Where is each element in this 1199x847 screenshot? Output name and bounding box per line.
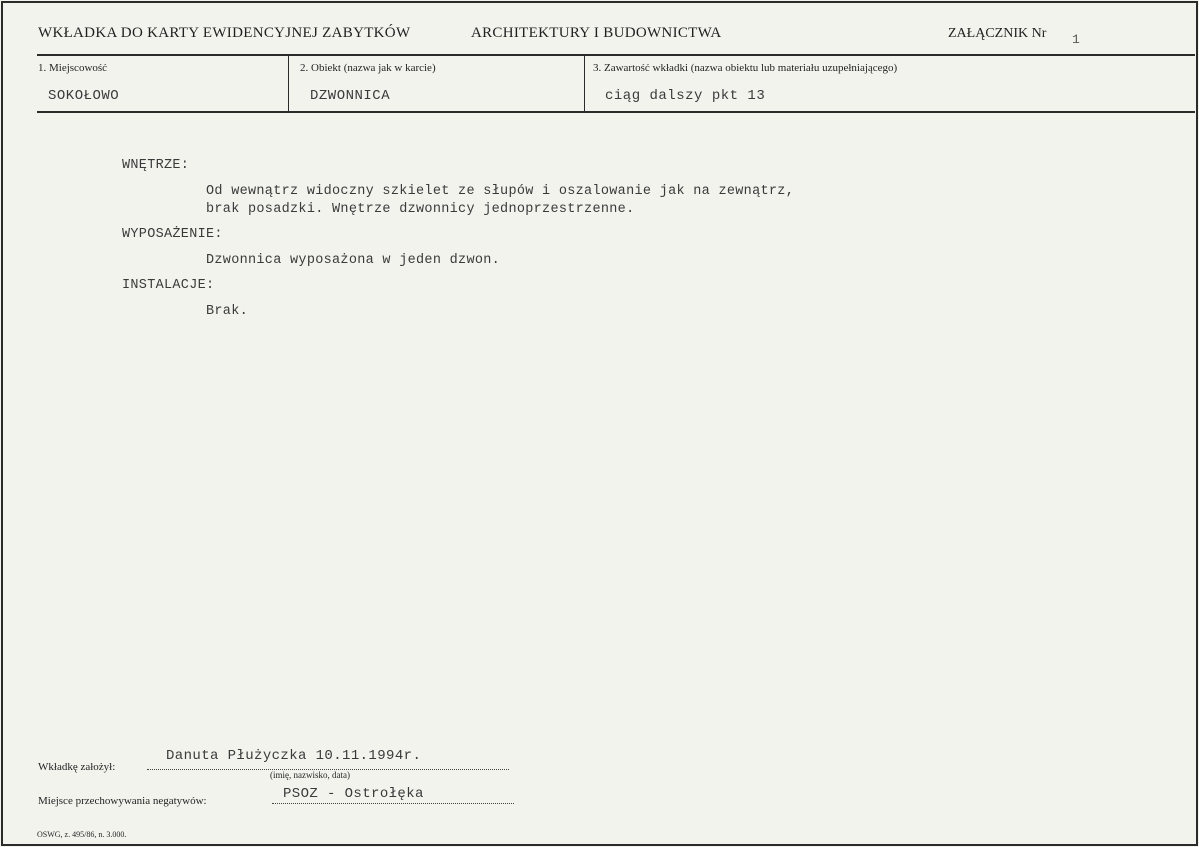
content-label: 3. Zawartość wkładki (nazwa obiektu lub materiału uzupełniającego): [593, 62, 898, 74]
author-value: Danuta Płużyczka 10.11.1994r.: [166, 748, 422, 764]
author-hint: (imię, nazwisko, data): [270, 770, 350, 780]
form-subtitle: ARCHITEKTURY I BUDOWNICTWA: [471, 25, 722, 41]
place-value: SOKOŁOWO: [48, 88, 120, 104]
storage-label: Miejsce przechowywania negatywów:: [38, 795, 207, 807]
fields-divider-line: [37, 111, 1195, 113]
form-title: WKŁADKA DO KARTY EWIDENCYJNEJ ZABYTKÓW: [38, 25, 411, 41]
object-label: 2. Obiekt (nazwa jak w karcie): [300, 62, 436, 74]
object-value: DZWONNICA: [310, 88, 391, 104]
storage-dotted-line: [272, 803, 514, 804]
interior-line-2: brak posadzki. Wnętrze dzwonnicy jednoprzestrzenne.: [206, 202, 635, 217]
place-label: 1. Miejscowość: [38, 62, 108, 74]
installations-text: Brak.: [206, 304, 249, 319]
equipment-text: Dzwonnica wyposażona w jeden dzwon.: [206, 253, 501, 268]
field-separator-1: [288, 56, 289, 111]
content-value: ciąg dalszy pkt 13: [605, 88, 766, 104]
print-note: OSWG, z. 495/86, n. 3.000.: [37, 830, 127, 839]
header-divider-line: [37, 54, 1195, 56]
equipment-heading: WYPOSAŻENIE:: [122, 227, 223, 242]
storage-value: PSOZ - Ostrołęka: [283, 786, 424, 802]
field-separator-2: [584, 56, 585, 111]
page-border: [1, 1, 1198, 846]
author-label: Wkładkę założył:: [38, 761, 116, 773]
interior-heading: WNĘTRZE:: [122, 158, 190, 173]
attachment-number: 1: [1072, 32, 1080, 47]
attachment-label: ZAŁĄCZNIK Nr: [948, 26, 1047, 41]
installations-heading: INSTALACJE:: [122, 278, 215, 293]
interior-line-1: Od wewnątrz widoczny szkielet ze słupów i oszalowanie jak na zewnątrz,: [206, 184, 795, 199]
